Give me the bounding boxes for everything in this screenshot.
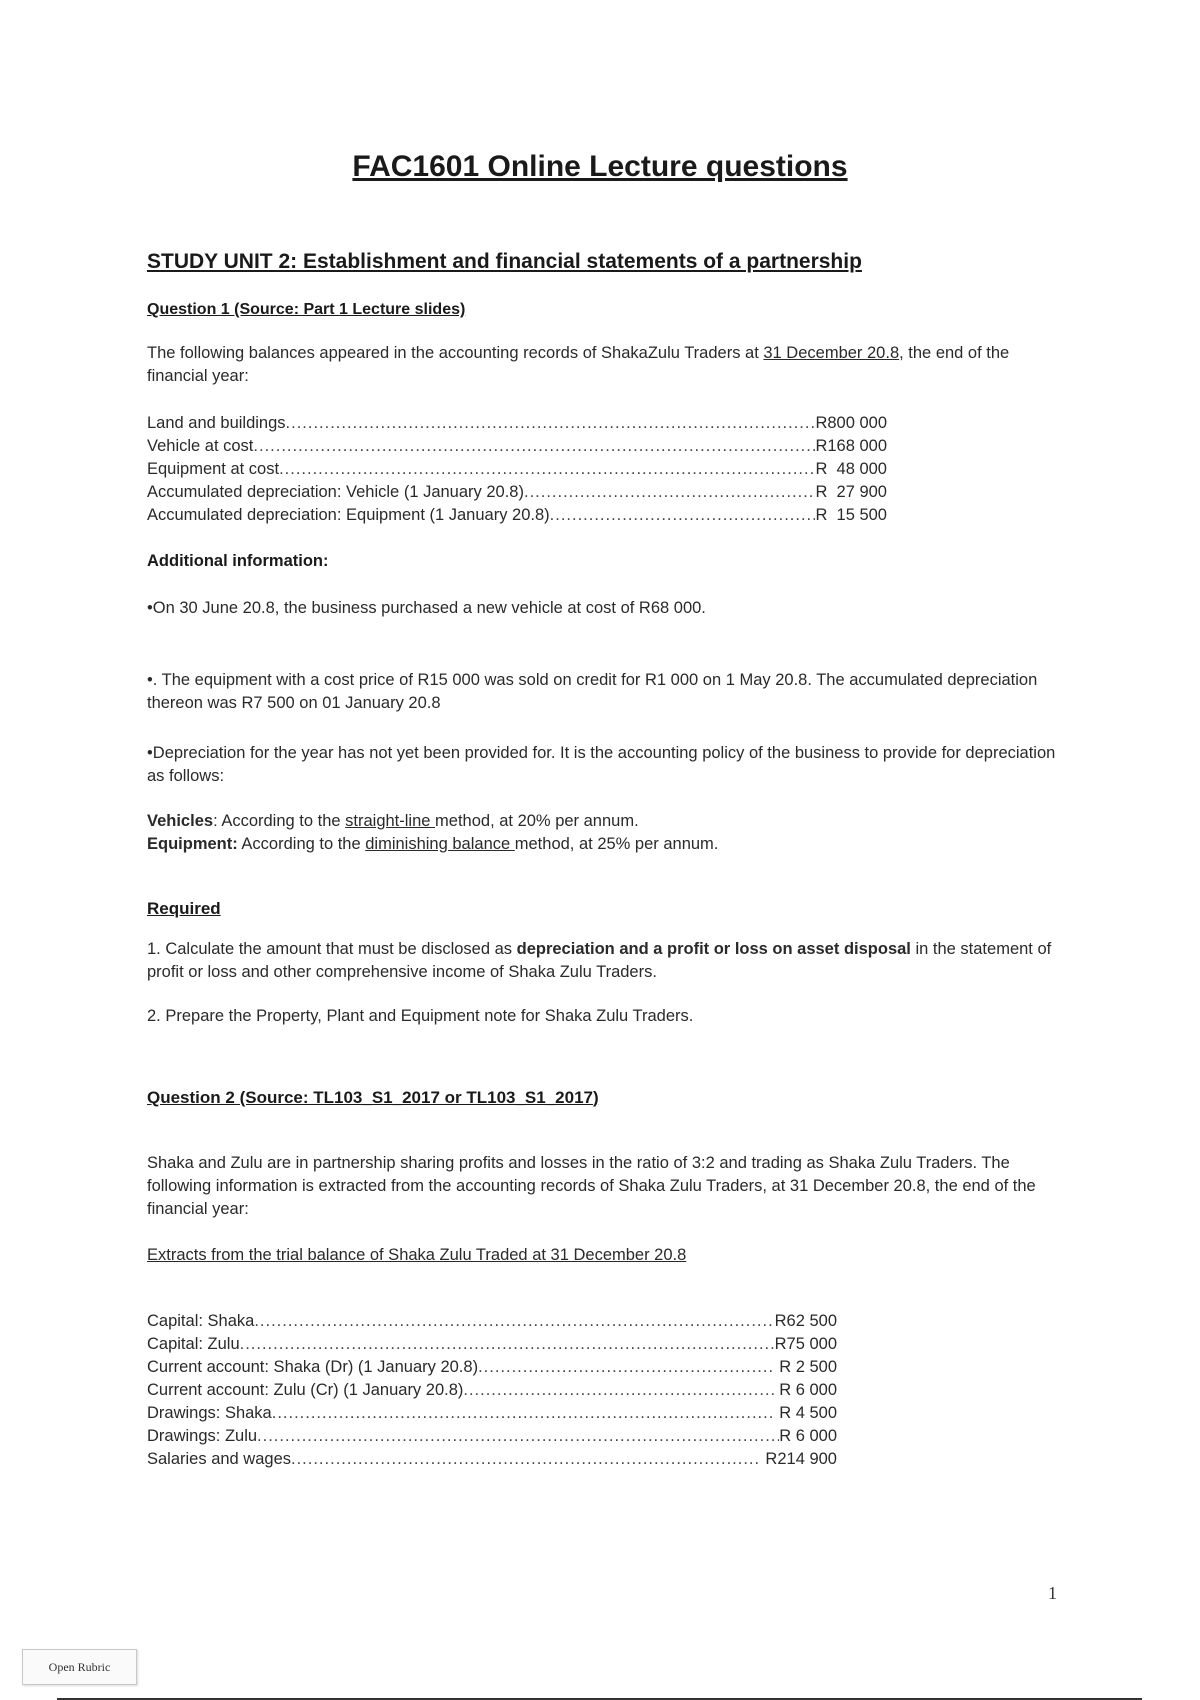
trial-balance-title: Extracts from the trial balance of Shaka Zulu Traded at 31 December 20.8 [147,1246,687,1264]
req1-text-end: in the statement of profit or loss and other comprehensive income of Shaka Zulu Traders. [147,940,1052,981]
study-unit-heading: STUDY UNIT 2: Establishment and financial statements of a partnership [147,250,862,273]
equipment-label: Equipment: [147,835,238,853]
balance-row [147,412,887,435]
balance-value: R 15 500 [815,506,887,524]
balance-label: Land and buildings [147,414,286,432]
balance-label: Vehicle at cost [147,437,254,455]
page-number: 1 [1048,1583,1057,1603]
req1-bold: depreciation and a profit or loss on asset disposal [516,940,911,958]
additional-info-2: •. The equipment with a cost price of R15 000 was sold on credit for R1 000 on 1 May 20.8. The accumulated depreciation thereon was R7 500 on 01 January 20.8 [147,671,1038,712]
balance-value: R62 500 [774,1312,837,1330]
balance-label: Capital: Zulu [147,1335,240,1353]
question-2-heading [147,1088,599,1108]
required-item-2: 2. Prepare the Property, Plant and Equipment note for Shaka Zulu Traders. [147,1007,694,1025]
additional-info-3: •Depreciation for the year has not yet been provided for. It is the accounting policy of the business to provide for depreciation as follows: [147,744,1056,785]
question-1-heading: Question 1 (Source: Part 1 Lecture slides) [147,301,466,318]
balance-row [147,504,887,527]
balance-row [147,481,887,504]
vehicles-rate: method, at 20% per annum. [435,812,639,830]
intro-text-end: , the end of the financial year: [147,344,1010,385]
leader-dots [286,412,816,435]
additional-info-1: •On 30 June 20.8, the business purchased a new vehicle at cost of R68 000. [147,599,706,617]
question-2-heading-close: ) [593,1088,599,1107]
balance-label: Salaries and wages [147,1450,292,1468]
question-2-heading-text: Question 2 (Source: TL103_S1_2017 or TL103_S1_2017 [147,1088,594,1107]
balance-row [147,1379,837,1402]
balance-label: Accumulated depreciation: Equipment (1 January 20.8) [147,506,550,524]
leader-dots [291,1448,761,1471]
additional-info-heading: Additional information: [147,552,329,570]
leader-dots [463,1379,774,1402]
page-title: FAC1601 Online Lecture questions [352,150,848,183]
balance-row [147,1425,837,1448]
balance-value: R75 000 [774,1335,837,1353]
vehicles-policy [147,810,1072,833]
balance-value: R 4 500 [774,1404,837,1422]
balance-row [147,1402,837,1425]
leader-dots [272,1402,775,1425]
balance-label: Drawings: Zulu [147,1427,258,1445]
required-heading: Required [147,899,221,918]
balance-row [147,435,887,458]
leader-dots [254,1310,774,1333]
balance-value: R 6 000 [774,1381,837,1399]
balance-value: R800 000 [815,414,887,432]
balance-value: R 6 000 [779,1427,837,1445]
leader-dots [478,1356,775,1379]
vehicles-text: : According to the [213,812,346,830]
equipment-rate: method, at 25% per annum. [514,835,719,853]
equipment-policy [147,833,1072,856]
balance-row [147,1333,837,1356]
balance-value: R214 900 [760,1450,837,1468]
balance-value: R 48 000 [815,460,887,478]
question-1-balances [147,412,887,527]
equipment-text: According to the [237,835,366,853]
question-2-balances [147,1310,837,1471]
intro-text: The following balances appeared in the accounting records of ShakaZulu Traders at [147,344,764,362]
balance-row [147,1448,837,1471]
balance-label: Drawings: Shaka [147,1404,272,1422]
balance-value: R 27 900 [815,483,887,501]
balance-label: Accumulated depreciation: Vehicle (1 January 20.8) [147,483,524,501]
vehicles-label: Vehicles [147,812,214,830]
leader-dots [257,1425,779,1448]
req1-text: 1. Calculate the amount that must be disclosed as [147,940,517,958]
open-rubric-button[interactable]: Open Rubric [22,1649,137,1685]
question-2-intro: Shaka and Zulu are in partnership sharing profits and losses in the ratio of 3:2 and trading as Shaka Zulu Traders. The following information is extracted from the accounting records of Shaka Zulu Traders, at 31 December 20.8, the end of the financial year: [147,1154,1036,1218]
intro-date: 31 December 20.8 [763,344,900,362]
leader-dots [240,1333,775,1356]
balance-value: R 2 500 [774,1358,837,1376]
balance-label: Current account: Shaka (Dr) (1 January 20.8) [147,1358,479,1376]
leader-dots [253,435,815,458]
required-item-1 [147,938,1072,984]
depreciation-policy [147,810,1072,856]
balance-row [147,1310,837,1333]
question-1-intro [147,342,1072,388]
balance-value: R168 000 [815,437,887,455]
balance-row [147,458,887,481]
balance-label: Capital: Shaka [147,1312,255,1330]
equipment-method: diminishing balance [365,835,515,853]
balance-row [147,1356,837,1379]
leader-dots [524,481,815,504]
vehicles-method: straight-line [345,812,436,830]
balance-label: Equipment at cost [147,460,280,478]
leader-dots [279,458,815,481]
balance-label: Current account: Zulu (Cr) (1 January 20.8) [147,1381,464,1399]
leader-dots [550,504,816,527]
